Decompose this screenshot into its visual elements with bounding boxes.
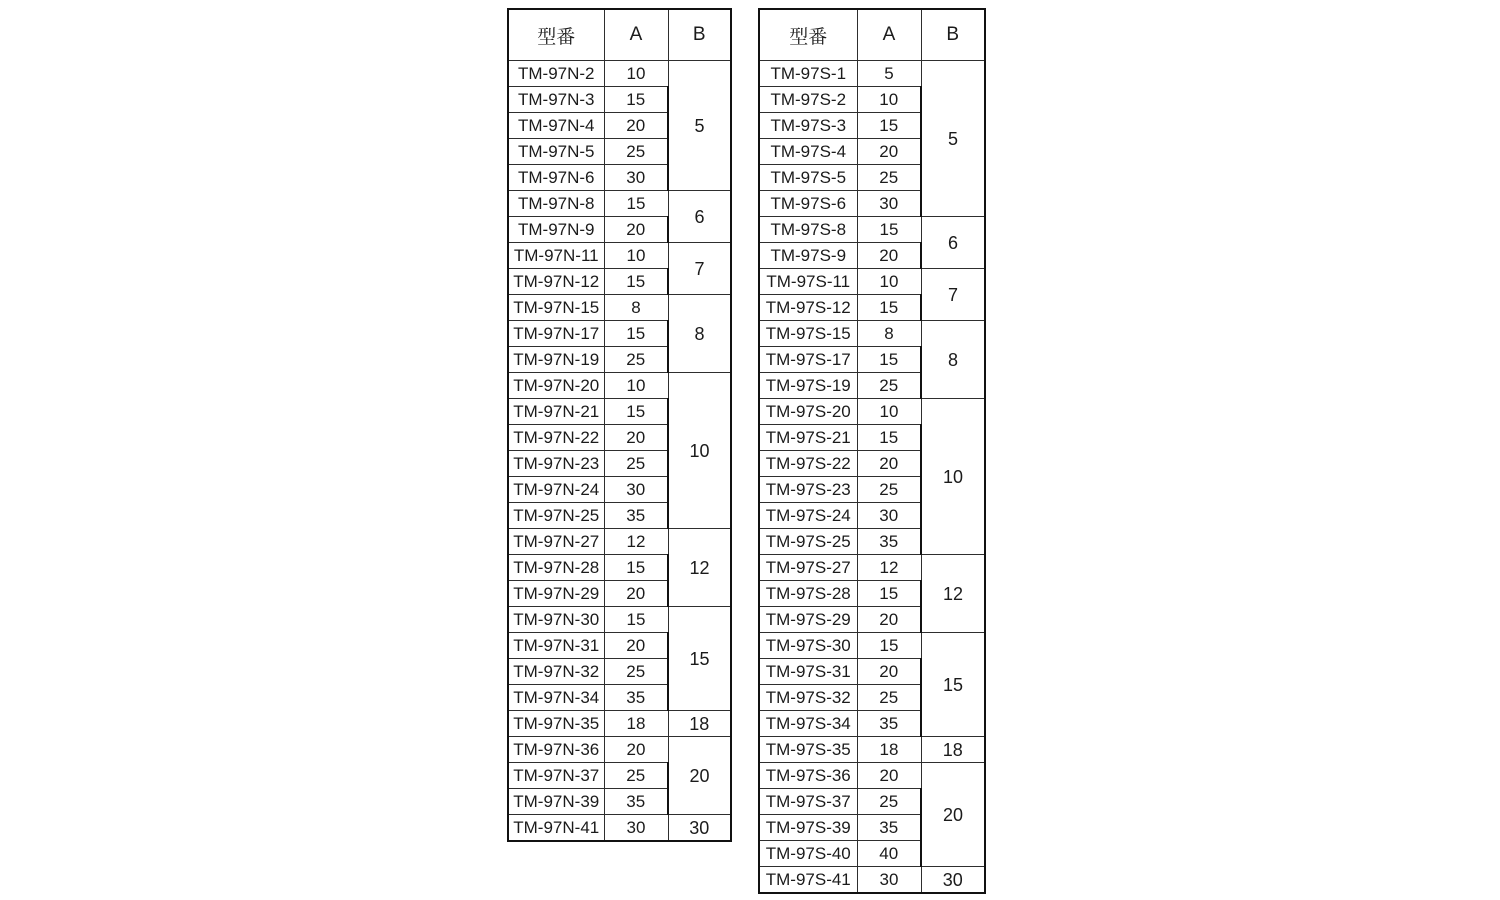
table-row <box>508 607 731 633</box>
b-column-header: B <box>668 9 731 61</box>
table-row <box>759 763 985 789</box>
a-value-cell: 15 <box>604 555 668 581</box>
tm-97n-spec-table <box>507 8 732 842</box>
a-column-header: A <box>857 9 921 61</box>
model-cell: TM-97N-27 <box>508 529 604 555</box>
table-row <box>759 61 985 87</box>
model-cell: TM-97S-28 <box>759 581 857 607</box>
a-value-cell: 30 <box>604 165 668 191</box>
model-cell: TM-97S-22 <box>759 451 857 477</box>
table-row <box>508 815 731 842</box>
table-row <box>759 217 985 243</box>
model-cell: TM-97S-2 <box>759 87 857 113</box>
a-value-cell: 35 <box>857 529 921 555</box>
a-value-cell: 20 <box>857 607 921 633</box>
a-value-cell: 15 <box>857 113 921 139</box>
model-cell: TM-97N-4 <box>508 113 604 139</box>
model-cell: TM-97N-12 <box>508 269 604 295</box>
model-cell: TM-97N-21 <box>508 399 604 425</box>
b-value-cell: 6 <box>921 217 985 269</box>
a-column-header: A <box>604 9 668 61</box>
a-value-cell: 20 <box>604 425 668 451</box>
header-row <box>759 9 985 61</box>
a-value-cell: 12 <box>857 555 921 581</box>
b-value-cell: 18 <box>668 711 731 737</box>
b-value-cell: 8 <box>668 295 731 373</box>
model-cell: TM-97N-24 <box>508 477 604 503</box>
model-cell: TM-97N-29 <box>508 581 604 607</box>
model-cell: TM-97N-15 <box>508 295 604 321</box>
a-value-cell: 35 <box>604 789 668 815</box>
a-value-cell: 18 <box>857 737 921 763</box>
a-value-cell: 20 <box>604 217 668 243</box>
table-row <box>508 61 731 87</box>
b-value-cell: 30 <box>668 815 731 842</box>
a-value-cell: 5 <box>857 61 921 87</box>
a-value-cell: 35 <box>857 815 921 841</box>
table-row <box>759 867 985 894</box>
a-value-cell: 25 <box>857 477 921 503</box>
a-value-cell: 20 <box>857 659 921 685</box>
table-body <box>508 61 731 842</box>
a-value-cell: 20 <box>604 737 668 763</box>
model-cell: TM-97S-35 <box>759 737 857 763</box>
model-cell: TM-97S-31 <box>759 659 857 685</box>
table-row <box>759 321 985 347</box>
b-value-cell: 15 <box>668 607 731 711</box>
a-value-cell: 15 <box>857 581 921 607</box>
a-value-cell: 30 <box>604 815 668 842</box>
a-value-cell: 15 <box>857 295 921 321</box>
a-value-cell: 35 <box>604 503 668 529</box>
b-value-cell: 5 <box>921 61 985 217</box>
b-column-header: B <box>921 9 985 61</box>
a-value-cell: 10 <box>604 243 668 269</box>
a-value-cell: 35 <box>857 711 921 737</box>
a-value-cell: 12 <box>604 529 668 555</box>
a-value-cell: 20 <box>857 139 921 165</box>
a-value-cell: 15 <box>604 191 668 217</box>
model-cell: TM-97N-17 <box>508 321 604 347</box>
model-cell: TM-97S-27 <box>759 555 857 581</box>
table-row <box>508 243 731 269</box>
table-head <box>508 9 731 61</box>
a-value-cell: 15 <box>604 607 668 633</box>
model-cell: TM-97S-39 <box>759 815 857 841</box>
b-value-cell: 20 <box>921 763 985 867</box>
a-value-cell: 25 <box>604 763 668 789</box>
model-cell: TM-97S-15 <box>759 321 857 347</box>
model-cell: TM-97N-30 <box>508 607 604 633</box>
a-value-cell: 10 <box>604 61 668 87</box>
a-value-cell: 30 <box>857 191 921 217</box>
table-row <box>759 399 985 425</box>
model-cell: TM-97S-20 <box>759 399 857 425</box>
model-cell: TM-97S-25 <box>759 529 857 555</box>
model-cell: TM-97N-37 <box>508 763 604 789</box>
model-cell: TM-97S-21 <box>759 425 857 451</box>
a-value-cell: 25 <box>604 139 668 165</box>
a-value-cell: 25 <box>604 451 668 477</box>
model-cell: TM-97N-20 <box>508 373 604 399</box>
model-cell: TM-97N-32 <box>508 659 604 685</box>
a-value-cell: 10 <box>857 399 921 425</box>
a-value-cell: 20 <box>604 581 668 607</box>
model-cell: TM-97N-22 <box>508 425 604 451</box>
model-cell: TM-97S-41 <box>759 867 857 894</box>
b-value-cell: 7 <box>668 243 731 295</box>
model-cell: TM-97S-17 <box>759 347 857 373</box>
a-value-cell: 15 <box>604 269 668 295</box>
tm-97s-spec-table <box>758 8 986 894</box>
model-cell: TM-97N-35 <box>508 711 604 737</box>
model-cell: TM-97S-3 <box>759 113 857 139</box>
model-cell: TM-97N-5 <box>508 139 604 165</box>
a-value-cell: 40 <box>857 841 921 867</box>
a-value-cell: 30 <box>857 867 921 894</box>
a-value-cell: 20 <box>604 113 668 139</box>
a-value-cell: 25 <box>857 165 921 191</box>
a-value-cell: 30 <box>857 503 921 529</box>
model-cell: TM-97S-29 <box>759 607 857 633</box>
a-value-cell: 25 <box>857 373 921 399</box>
model-cell: TM-97S-12 <box>759 295 857 321</box>
a-value-cell: 15 <box>857 633 921 659</box>
a-value-cell: 10 <box>857 269 921 295</box>
model-cell: TM-97N-19 <box>508 347 604 373</box>
model-cell: TM-97N-6 <box>508 165 604 191</box>
model-cell: TM-97S-37 <box>759 789 857 815</box>
b-value-cell: 6 <box>668 191 731 243</box>
a-value-cell: 15 <box>604 399 668 425</box>
model-column-header: 型番 <box>508 9 604 61</box>
a-value-cell: 10 <box>604 373 668 399</box>
model-cell: TM-97N-2 <box>508 61 604 87</box>
model-cell: TM-97N-36 <box>508 737 604 763</box>
model-cell: TM-97S-23 <box>759 477 857 503</box>
a-value-cell: 15 <box>857 217 921 243</box>
model-cell: TM-97N-23 <box>508 451 604 477</box>
a-value-cell: 25 <box>857 685 921 711</box>
header-row <box>508 9 731 61</box>
model-cell: TM-97N-3 <box>508 87 604 113</box>
a-value-cell: 15 <box>604 87 668 113</box>
table-row <box>508 191 731 217</box>
a-value-cell: 25 <box>604 659 668 685</box>
model-cell: TM-97S-5 <box>759 165 857 191</box>
model-cell: TM-97S-40 <box>759 841 857 867</box>
table-row <box>508 711 731 737</box>
a-value-cell: 20 <box>857 763 921 789</box>
a-value-cell: 30 <box>604 477 668 503</box>
model-cell: TM-97S-8 <box>759 217 857 243</box>
b-value-cell: 12 <box>921 555 985 633</box>
model-column-header: 型番 <box>759 9 857 61</box>
a-value-cell: 20 <box>857 243 921 269</box>
model-cell: TM-97S-4 <box>759 139 857 165</box>
a-value-cell: 18 <box>604 711 668 737</box>
table-row <box>508 529 731 555</box>
b-value-cell: 5 <box>668 61 731 191</box>
table-row <box>508 737 731 763</box>
model-cell: TM-97N-39 <box>508 789 604 815</box>
a-value-cell: 25 <box>857 789 921 815</box>
model-cell: TM-97S-32 <box>759 685 857 711</box>
table-row <box>759 555 985 581</box>
a-value-cell: 15 <box>857 347 921 373</box>
model-cell: TM-97N-8 <box>508 191 604 217</box>
a-value-cell: 8 <box>604 295 668 321</box>
a-value-cell: 10 <box>857 87 921 113</box>
model-cell: TM-97N-41 <box>508 815 604 842</box>
b-value-cell: 10 <box>668 373 731 529</box>
a-value-cell: 15 <box>604 321 668 347</box>
a-value-cell: 35 <box>604 685 668 711</box>
model-cell: TM-97S-36 <box>759 763 857 789</box>
model-cell: TM-97S-34 <box>759 711 857 737</box>
b-value-cell: 15 <box>921 633 985 737</box>
model-cell: TM-97N-9 <box>508 217 604 243</box>
a-value-cell: 8 <box>857 321 921 347</box>
table-row <box>759 633 985 659</box>
table-row <box>759 269 985 295</box>
a-value-cell: 15 <box>857 425 921 451</box>
model-cell: TM-97N-31 <box>508 633 604 659</box>
model-cell: TM-97N-25 <box>508 503 604 529</box>
b-value-cell: 8 <box>921 321 985 399</box>
b-value-cell: 10 <box>921 399 985 555</box>
model-cell: TM-97S-30 <box>759 633 857 659</box>
b-value-cell: 20 <box>668 737 731 815</box>
model-cell: TM-97N-28 <box>508 555 604 581</box>
model-cell: TM-97N-34 <box>508 685 604 711</box>
table-row <box>508 295 731 321</box>
model-cell: TM-97S-24 <box>759 503 857 529</box>
model-cell: TM-97S-1 <box>759 61 857 87</box>
table-body <box>759 61 985 894</box>
a-value-cell: 25 <box>604 347 668 373</box>
table-head <box>759 9 985 61</box>
b-value-cell: 30 <box>921 867 985 894</box>
a-value-cell: 20 <box>857 451 921 477</box>
model-cell: TM-97S-6 <box>759 191 857 217</box>
b-value-cell: 7 <box>921 269 985 321</box>
a-value-cell: 20 <box>604 633 668 659</box>
table-row <box>759 737 985 763</box>
model-cell: TM-97S-19 <box>759 373 857 399</box>
model-cell: TM-97S-11 <box>759 269 857 295</box>
table-row <box>508 373 731 399</box>
b-value-cell: 18 <box>921 737 985 763</box>
model-cell: TM-97N-11 <box>508 243 604 269</box>
b-value-cell: 12 <box>668 529 731 607</box>
model-cell: TM-97S-9 <box>759 243 857 269</box>
